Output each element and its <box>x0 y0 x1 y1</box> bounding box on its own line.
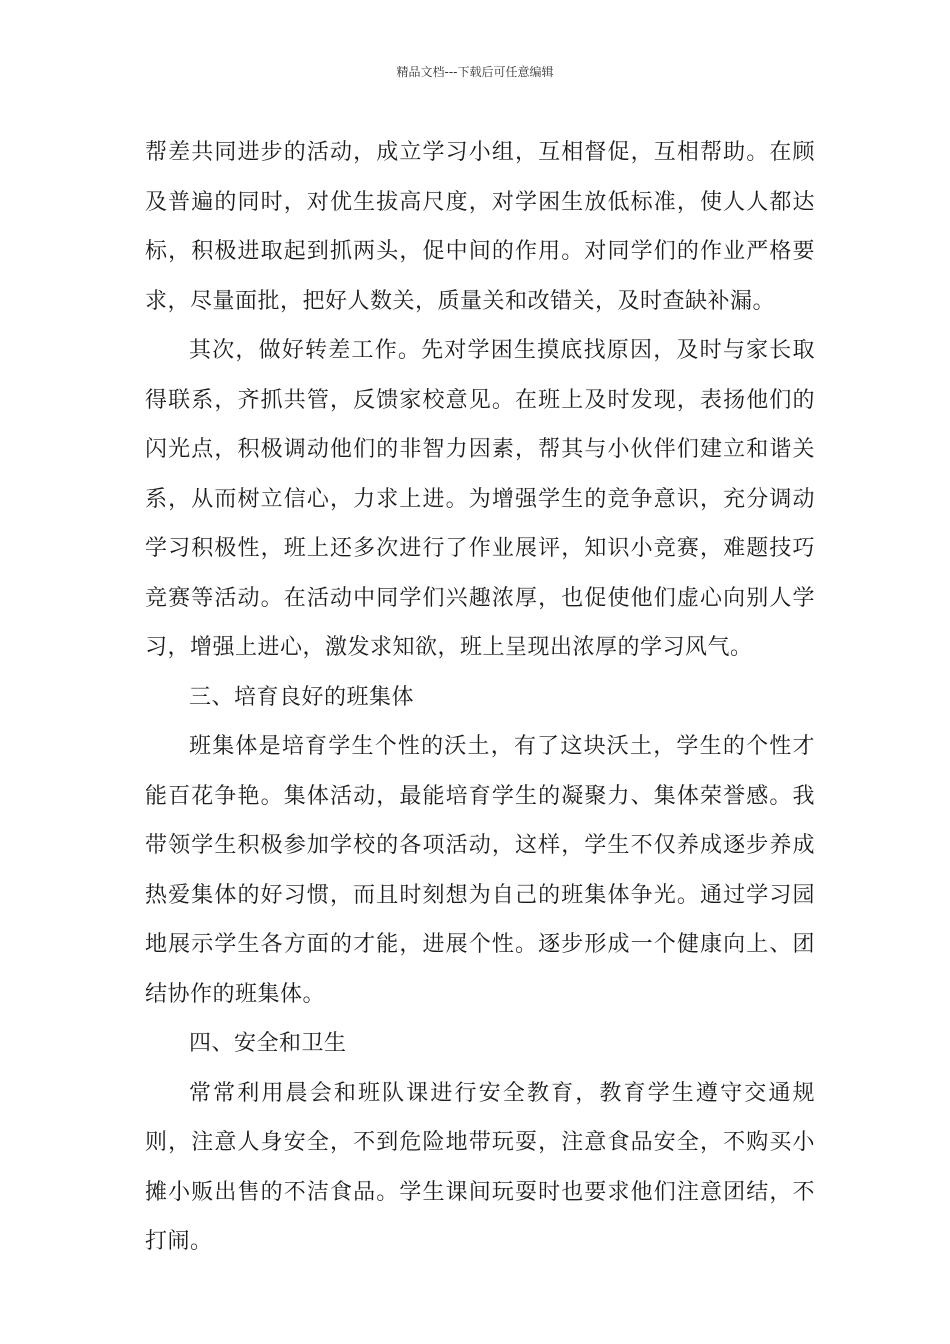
paragraph-safety-education: 常常利用晨会和班队课进行安全教育，教育学生遵守交通规则，注意人身安全，不到危险地带玩耍，注意食品安全，不购买小摊小贩出售的不洁食品。学生课间玩耍时也要求他们注意团结，不打闹。 <box>145 1080 815 1254</box>
document-body <box>145 128 815 1267</box>
paragraph-study-groups: 帮差共同进步的活动，成立学习小组，互相督促，互相帮助。在顾及普遍的同时，对优生拔高尺度，对学困生放低标准，使人人都达标，积极进取起到抓两头，促中间的作用。对同学们的作业严格要求，尽量面批，把好人数关，质量关和改错关，及时查缺补漏。 <box>145 140 815 314</box>
paragraph-class-collective: 班集体是培育学生个性的沃土，有了这块沃土，学生的个性才能百花争艳。集体活动，最能培育学生的凝聚力、集体荣誉感。我带领学生积极参加学校的各项活动，这样，学生不仅养成逐步养成热爱集体的好习惯，而且时刻想为自己的班集体争光。通过学习园地展示学生各方面的才能，进展个性。逐步形成一个健康向上、团结协作的班集体。 <box>145 734 815 1007</box>
section-heading-class-collective: 三、培育良好的班集体 <box>189 684 415 710</box>
page-header: 精品文档---下载后可任意编辑 <box>396 65 554 79</box>
section-heading-safety-hygiene: 四、安全和卫生 <box>189 1031 347 1056</box>
paragraph-struggling-students: 其次，做好转差工作。先对学困生摸底找原因，及时与家长取得联系，齐抓共管，反馈家校意见。在班上及时发现，表扬他们的闪光点，积极调动他们的非智力因素，帮其与小伙伴们建立和谐关系，从而树立信心，力求上进。为增强学生的竞争意识，充分调动学习积极性，班上还多次进行了作业展评，知识小竞赛，难题技巧竞赛等活动。在活动中同学们兴趣浓厚，也促使他们虚心向别人学习，增强上进心，激发求知欲，班上呈现出浓厚的学习风气。 <box>145 338 815 660</box>
